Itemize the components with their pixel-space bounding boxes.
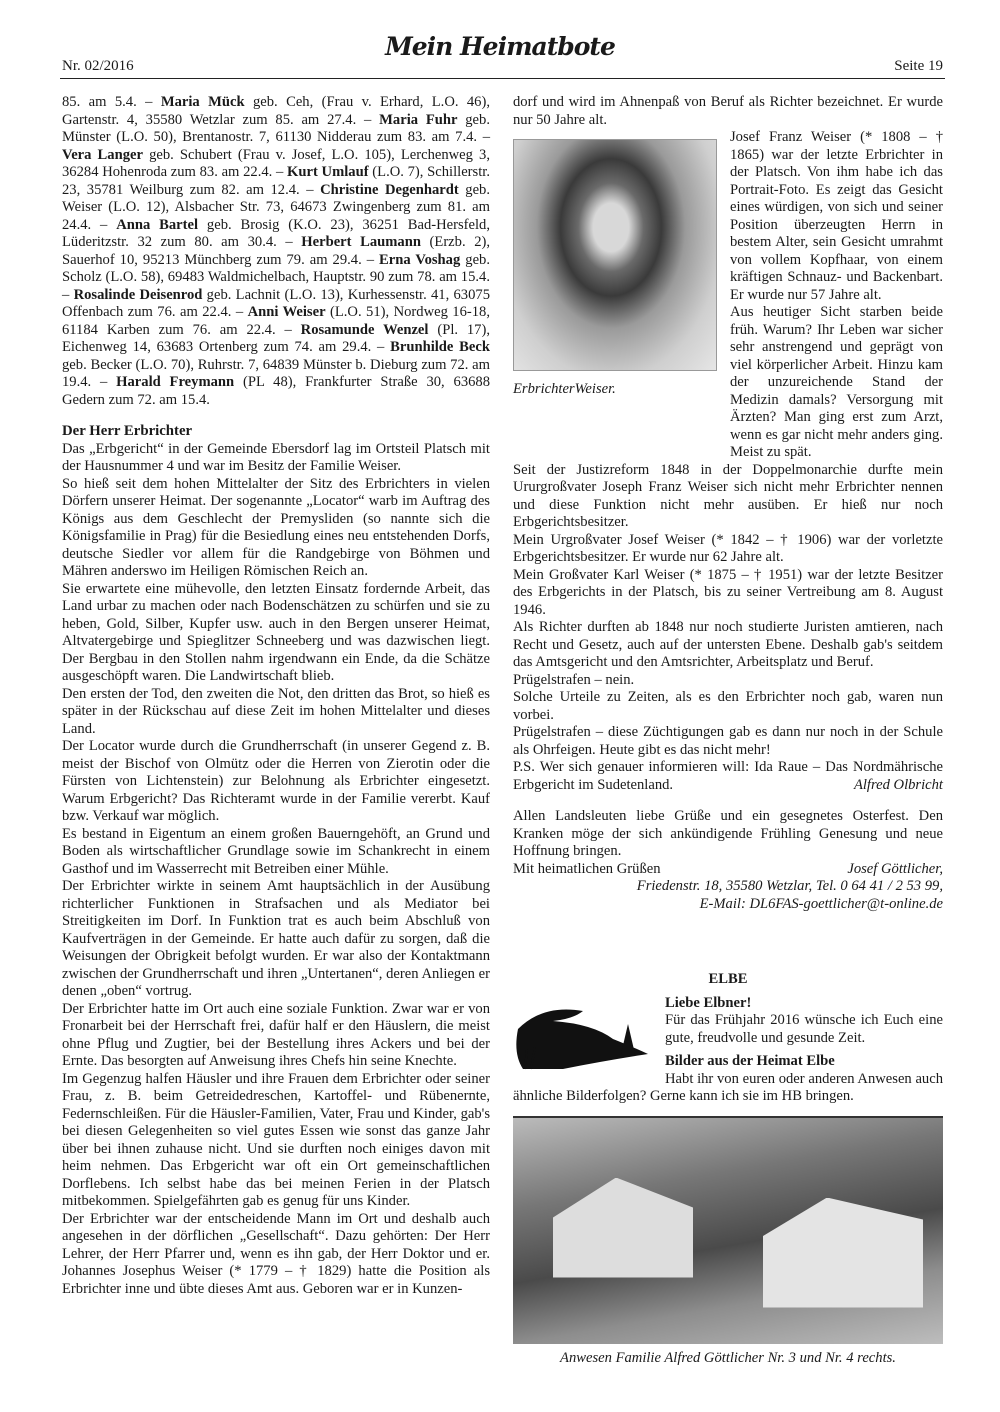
paragraph: Prügelstrafen – nein.	[513, 671, 635, 688]
paragraph: Den ersten der Tod, den zweiten die Not, den dritten das Brot, so hieß es später in der Rückschau auf diese Zeit im hohen Mittelalter und dieses Land.	[62, 685, 490, 737]
birthday-name: Rosamunde Wenzel	[300, 321, 429, 338]
birthday-name: Rosalinde Deisenrod	[73, 286, 203, 303]
portrait-caption: ErbrichterWeiser.	[513, 381, 616, 397]
birthday-details: 85. am 5.4. –	[62, 94, 161, 110]
paragraph: Prügelstrafen – diese Züchtigungen gab es dann nur noch in der Schule als Ohrfeigen. Heute gibt es das nicht mehr!	[513, 724, 943, 758]
greeting-closing: Mit heimatlichen Grüßen	[513, 860, 661, 877]
birthday-details: geb. Schubert (Frau v. Josef, L.O. 105), Lerchenweg 3, 36284 Hohenroda zum 83. am 22.4. –	[62, 146, 491, 180]
paragraph: Im Gegenzug halfen Häusler und ihre Frauen dem Erbrichter oder seiner Frau, z. B. beim Getreidedreschen, Kartoffel- und Rübenernte, Federnschleißen. Für die Häusler-Familien, Vater, Frau und Kinder, gab's bei diesen Gelegenheiten so viel gutes Essen wie sonst das ganze Jahr über bei ihnen zuhause nicht. Und sie durften noch einiges davon mit heim nehmen. Das Erbgericht war oft ein Ort gemeinschaftlichen Dorflebens. Ich selbst habe das bei meinen Ferien in der Platsch mitbekommen. Spielgefährten gab es genug für uns Kinder.	[62, 1070, 490, 1209]
birthday-details: geb. Münster (L.O. 50), Brentanostr. 7, 61130 Nidderau zum 83. am 7.4. –	[62, 111, 490, 145]
paragraph: Als Richter durften ab 1848 nur noch studierte Juristen amtieren, nach Recht und Gesetz, auch auf der untersten Ebene. Deshalb gab's seitdem das Amtsgericht und den Amtsrichter, Arbeitsplatz und Beruf.	[513, 619, 943, 670]
birthday-name: Maria Fuhr	[379, 111, 458, 128]
greeting-signature	[513, 861, 943, 879]
article-continuation: dorf und wird im Ahnenpaß von Beruf als Richter bezeichnet. Er wurde nur 50 Jahre alt.	[513, 94, 943, 128]
article-title: Der Herr Erbrichter	[62, 423, 193, 439]
paragraph: Der Erbrichter war der entscheidende Mann im Ort und deshalb auch angesehen in der dörflichen „Gesellschaft“. Dazu gehörten: Der Herr Lehrer, der Herr Pfarrer und, wenn es ihn gab, der Herr Doktor und er. Johannes Josephus Weiser (* 1779 – † 1829) hatte die Position als Erbrichter inne und übte dieses Amt aus. Geboren war er in Kunzen-	[62, 1210, 490, 1297]
page-number: Seite 19	[894, 58, 943, 74]
paragraph: Sie erwartete eine mühevolle, den letzten Einsatz fordernde Arbeit, das Land urbar zu machen oder nach Bodenschätzen zu schürfen und sie zu heben, Gold, Silber, Kupfer usw. auch in den Bergen unserer Heimat, Altvatergebirge und Spieglitzer Schneeberg und was dazwischen liegt. Der Bergbau in den Stollen nahm irgendwann ein Ende, da die Schätze ausgeschöpft waren. Die Landwirtschaft blieb.	[62, 580, 490, 684]
birthday-details: geb. Brosig (K.O. 23), 36251 Bad-Hersfeld, Lüderitzstr. 32 zum 80. am 30.4. –	[62, 216, 490, 250]
birthday-name: Harald Freymann	[116, 374, 235, 390]
article-body-left	[62, 441, 490, 1299]
greeting-address: Friedenstr. 18, 35580 Wetzlar, Tel. 0 64 41 / 2 53 99,	[636, 878, 943, 894]
greeting-name: Josef Göttlicher,	[847, 860, 943, 877]
section-title-elbe: ELBE	[708, 971, 748, 987]
paragraph: Es bestand in Eigentum an einem großen Bauerngehöft, an Grund und Boden als wirtschaftlicher Grundlage sowie im Schankrecht in einem Gasthof und im Wasserrecht mit Betreiben einer Mühle.	[62, 825, 490, 877]
birthday-details: geb. Lachnit (L.O. 13), Kurhessenstr. 41, 63075 Offenbach zum 76. am 22.4. –	[62, 286, 490, 320]
landscape-illustration-icon	[513, 999, 653, 1071]
elbe-text-2: Habt ihr von euren oder anderen Anwesen auch ähnliche Bilderfolgen? Gerne kann ich sie im HB bringen.	[513, 1070, 943, 1104]
article-author: Alfred Olbricht	[853, 776, 943, 793]
right-column	[513, 94, 943, 1367]
birthday-name: Anni Weiser	[247, 304, 326, 320]
birthday-details: (PL 48), Frankfurter Straße 30, 63688 Gedern zum 72. am 15.4.	[62, 374, 491, 408]
elbe-heading-2: Bilder aus der Heimat Elbe	[665, 1053, 835, 1069]
paragraph: Mein Großvater Karl Weiser (* 1875 – † 1951) war der letzte Besitzer des Erbgerichts in der Platsch, bis zu seiner Vertreibung am 8. August 1946.	[513, 566, 943, 618]
portrait-photo	[513, 139, 717, 371]
birthday-name: Maria Mück	[160, 94, 245, 110]
birthday-name: Brunhilde Beck	[390, 339, 490, 355]
birthday-name: Anna Bartel	[116, 216, 199, 233]
paragraph: Seit der Justizreform 1848 in der Doppelmonarchie durfte mein Ururgroßvater Joseph Franz Weiser sich nicht mehr Erbrichter nennen und diese Funktion nicht mehr ausüben. Er hieß nur noch Erbgerichtsbesitzer.	[513, 461, 943, 530]
elbe-heading-1: Liebe Elbner!	[665, 994, 752, 1011]
elbe-text-1: Für das Frühjahr 2016 wünsche ich Euch eine gute, freudvolle und gesunde Zeit.	[665, 1012, 943, 1046]
paragraph: Josef Franz Weiser (* 1808 – † 1865) war der letzte Erbrichter in der Platsch. Von ihm habe ich das Portrait-Foto. Es zeigt das Gesicht eines würdigen, von sich und seiner Position überzeugten Herrn in bestem Alter, sein Gesicht umrahmt von vollem Kopfhaar, von einem kräftigen Schnauz- und Backenbart. Er wurde nur 57 Jahre alt.	[730, 129, 943, 303]
ps-text: P.S. Wer sich genauer informieren will: Ida Raue – Das Nordmährische Erbgericht im Sudetenland.	[513, 759, 943, 793]
portrait-figure	[513, 139, 718, 441]
left-column	[62, 94, 490, 1298]
birthday-name: Herbert Laumann	[301, 234, 421, 250]
farm-photo-caption: Anwesen Familie Alfred Göttlicher Nr. 3 und Nr. 4 rechts.	[560, 1349, 896, 1366]
greeting-text: Allen Landsleuten liebe Grüße und ein gesegnetes Osterfest. Den Kranken möge der sich ankündigende Frühling Genesung und neue Hoffnung bringen.	[513, 808, 943, 859]
farm-photo	[513, 1116, 943, 1344]
paragraph: Das „Erbgericht“ in der Gemeinde Ebersdorf lag im Ortsteil Platsch mit der Hausnummer 4 und war im Besitz der Familie Weiser.	[62, 440, 490, 474]
masthead-logo: Mein Heimatbote	[385, 32, 615, 61]
paragraph: Der Erbrichter hatte im Ort auch eine soziale Funktion. Zwar war er von Fronarbeit bei der Herrschaft frei, dafür half er den Häuslern, die meist ohne Pflug und Zugtier, bei der Bestellung ihres Ackers und bei der Ernte. Das besorgten auf Anweisung ihres Chefs hin seine Knechte.	[62, 1000, 490, 1069]
birthday-name: Vera Langer	[62, 146, 143, 163]
farmhouse-right	[763, 1198, 923, 1308]
farmhouse-left	[553, 1178, 693, 1278]
paragraph: Solche Urteile zu Zeiten, als es den Erbrichter noch gab, waren nun vorbei.	[513, 689, 943, 723]
birthday-details: geb. Ceh, (Frau v. Erhard, L.O. 46), Gartenstr. 4, 35580 Wetzlar zum 85. am 27.4. –	[62, 94, 490, 128]
birthday-list	[62, 94, 490, 409]
birthday-details: (L.O. 7), Schillerstr. 23, 35781 Weilburg zum 82. am 12.4. –	[62, 164, 490, 198]
birthday-details: (Erzb. 2), Sauerhof 10, 95213 Münchberg zum 79. am 29.4. –	[62, 234, 490, 268]
birthday-name: Kurt Umlauf	[287, 164, 369, 180]
issue-number: Nr. 02/2016	[62, 58, 134, 74]
birthday-details: (Pl. 17), Eichenweg 14, 63683 Ortenberg zum 74. am 29.4. –	[62, 321, 490, 355]
birthday-name: Christine Degenhardt	[320, 181, 459, 198]
greeting-email: E-Mail: DL6FAS-goettlicher@t-online.de	[699, 895, 943, 912]
birthday-details: geb. Scholz (L.O. 58), 69483 Waldmichelbach, Hauptstr. 90 zum 78. am 15.4. –	[62, 251, 490, 303]
birthday-details: geb. Weiser (L.O. 12), Alsbacher Str. 73, 64673 Zwingenberg zum 81. am 24.4. –	[62, 181, 490, 233]
paragraph: So hieß seit dem hohen Mittelalter der Sitz des Erbrichters in vielen Dörfern unserer Heimat. Der sogenannte „Locator“ warb im Auftrag des Königs aus dem Geschlecht der Premysliden (so nannte sich die Königsfamilie in Prag) für die Besiedlung eines neu entstehenden Dorfs, deutsche Siedler vor allem für die Randgebirge von Böhmen und Mähren anderswo im Heiligen Römischen Reich an.	[62, 475, 490, 579]
birthday-details: geb. Becker (L.O. 70), Ruhrstr. 7, 64839 Münster b. Dieburg zum 72. am 19.4. –	[62, 356, 490, 390]
paragraph: Mein Urgroßvater Josef Weiser (* 1842 – † 1906) war der vorletzte Erbgerichtsbesitzer. Er wurde nur 62 Jahre alt.	[513, 531, 943, 565]
paragraph: Aus heutiger Sicht starben beide früh. Warum? Ihr Leben war sicher sehr anstrengend und geprägt von viel körperlicher Arbeit. Hinzu kam der unzureichende Stand der Medizin damals? Versorgung mit Ärzten? Man ging erst zum Arzt, wenn es gar nicht mehr anders ging. Meist zu spät.	[730, 304, 943, 460]
header-rule	[60, 78, 945, 79]
paragraph: Der Erbrichter wirkte in seinem Amt hauptsächlich in der Ausübung richterlicher Funktionen in Strafsachen und als Mediator bei Streitigkeiten im Dorf. In Funktion trat es auch beim Abschluß von Kaufverträgen in der Gemeinde. Er hatte auch dafür zu sorgen, daß die Weisungen der Obrigkeit befolgt wurden. Er war also der Kontaktmann zwischen der Grundherrschaft und ihren „Untertanen“, deren Anliegen er denen „oben“ vortrug.	[62, 878, 490, 999]
birthday-details: (L.O. 51), Nordweg 16-18, 61184 Karben zum 76. am 22.4. –	[62, 304, 491, 338]
birthday-name: Erna Voshag	[379, 251, 461, 268]
paragraph: Der Locator wurde durch die Grundherrschaft (in unserer Gegend z. B. meist der Bischof von Olmütz oder die Herren von Zierotin oder die Fürsten von Lichtenstein) zur Belohnung als Erbrichter eingesetzt. Warum Erbgericht? Das Richteramt wurde in der Familie vererbt. Kauf bzw. Verkauf war möglich.	[62, 738, 490, 824]
